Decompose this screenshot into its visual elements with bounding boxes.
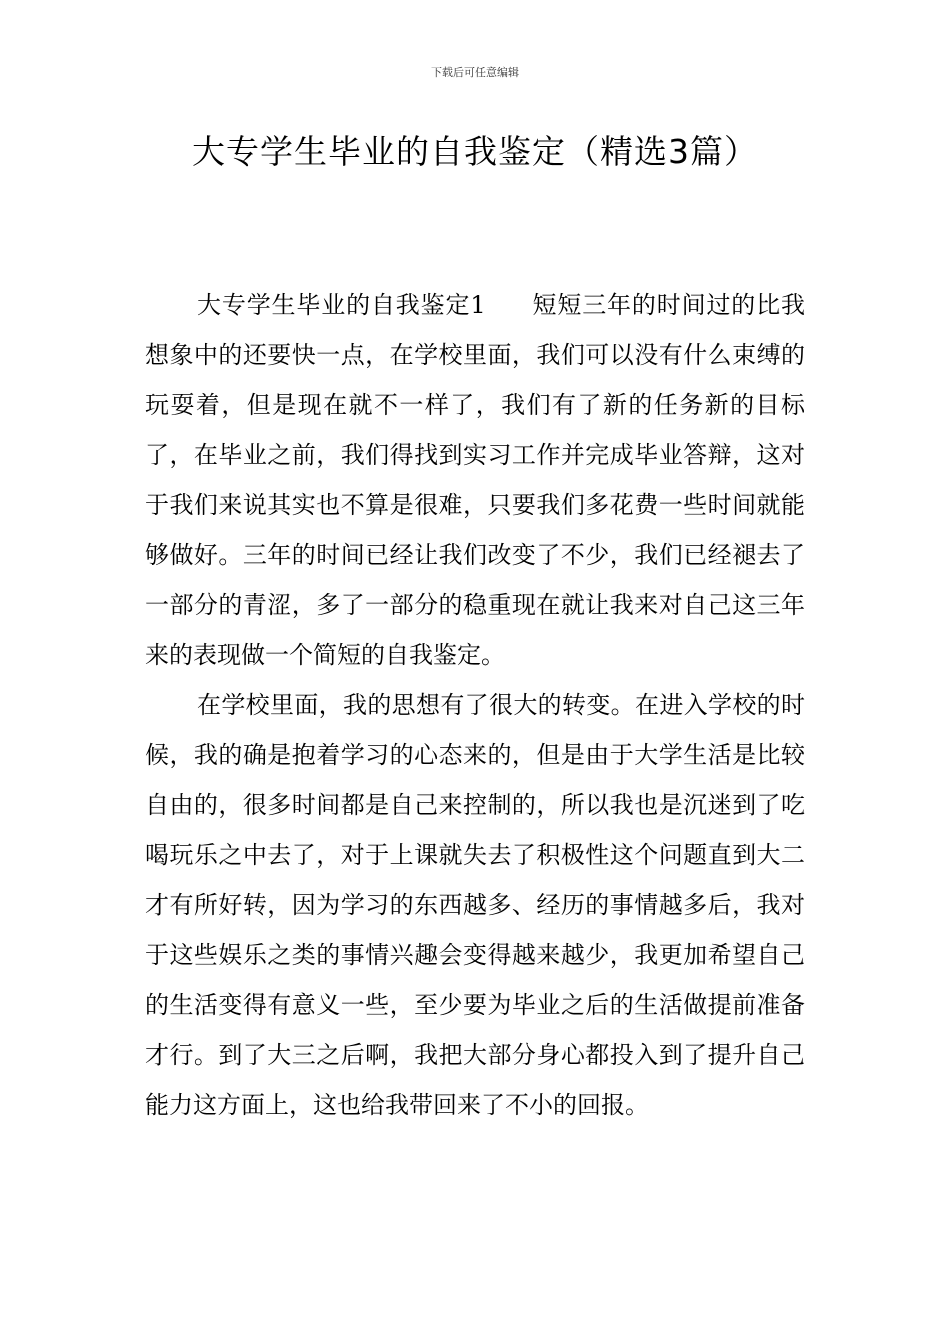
section-heading: 大专学生毕业的自我鉴定1 — [197, 291, 486, 319]
document-title: 大专学生毕业的自我鉴定（精选3篇） — [192, 132, 758, 171]
page-header-note: 下载后可任意编辑 — [431, 66, 519, 79]
paragraph-2: 在学校里面，我的思想有了很大的转变。在进入学校的时候，我的确是抱着学习的心态来的，但是由于大学生活是比较自由的，很多时间都是自己来控制的，所以我也是沉迷到了吃喝玩乐之中去了，对于上课就失去了积极性这个问题直到大二才有所好转，因为学习的东西越多、经历的事情越多后，我对于这些娱乐之类的事情兴趣会变得越来越少，我更加希望自己的生活变得有意义一些，至少要为毕业之后的生活做提前准备才行。到了大三之后啊，我把大部分身心都投入到了提升自己能力这方面上，这也给我带回来了不小的回报。 — [145, 691, 805, 1119]
paragraph-1 — [145, 280, 805, 680]
paragraph-1-text: 短短三年的时间过的比我想象中的还要快一点，在学校里面，我们可以没有什么束缚的玩耍着，但是现在就不一样了，我们有了新的任务新的目标了，在毕业之前，我们得找到实习工作并完成毕业答辩，这对于我们来说其实也不算是很难，只要我们多花费一些时间就能够做好。三年的时间已经让我们改变了不少，我们已经褪去了一部分的青涩，多了一部分的稳重现在就让我来对自己这三年来的表现做一个简短的自我鉴定。 — [145, 291, 805, 669]
document-body — [145, 280, 805, 1130]
